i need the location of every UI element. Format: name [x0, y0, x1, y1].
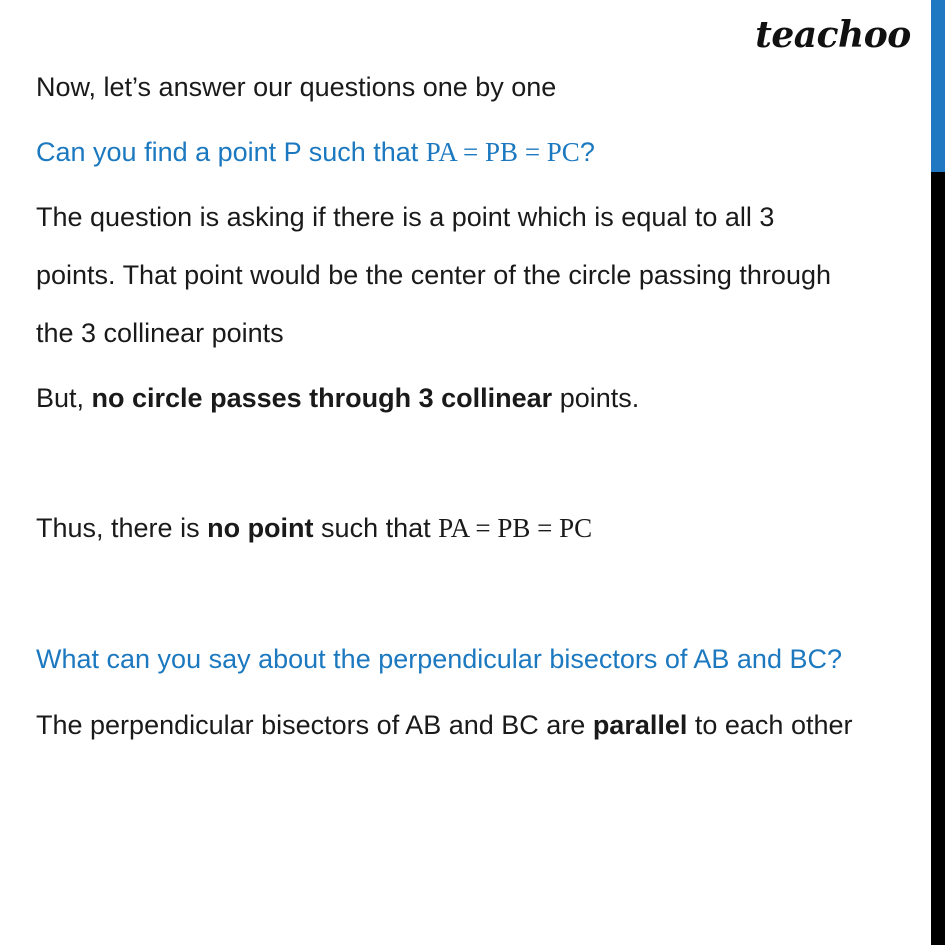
explanation-line-2: points. That point would be the center of the circle passing through	[36, 260, 831, 290]
question-1-math: PA = PB = PC	[425, 137, 580, 167]
answer-prefix: The perpendicular bisectors of AB and BC are	[36, 710, 593, 740]
but-prefix: But,	[36, 383, 92, 413]
but-suffix: points.	[552, 383, 640, 413]
question-1-text: Can you find a point P such that	[36, 137, 426, 167]
intro-line: Now, let’s answer our questions one by one	[36, 72, 557, 102]
question-2: What can you say about the perpendicular bisectors of AB and BC?	[36, 644, 842, 674]
question-1	[36, 135, 916, 169]
but-statement	[36, 381, 916, 415]
sidebar-accent	[931, 0, 945, 172]
thus-statement	[36, 511, 916, 545]
answer-suffix: to each other	[687, 710, 853, 740]
explanation-line-3: the 3 collinear points	[36, 318, 284, 348]
thus-mid: such that	[313, 513, 439, 543]
answer-2	[36, 708, 916, 742]
teachoo-logo: teachoo	[755, 14, 911, 56]
thus-prefix: Thus, there is	[36, 513, 208, 543]
question-1-end: ?	[579, 137, 595, 167]
thus-math: PA = PB = PC	[438, 513, 593, 543]
but-bold: no circle passes through 3 collinear	[91, 383, 553, 413]
right-sidebar-bar	[931, 0, 945, 945]
answer-bold: parallel	[592, 710, 688, 740]
explanation-line-1: The question is asking if there is a point which is equal to all 3	[36, 202, 775, 232]
thus-bold: no point	[207, 513, 314, 543]
